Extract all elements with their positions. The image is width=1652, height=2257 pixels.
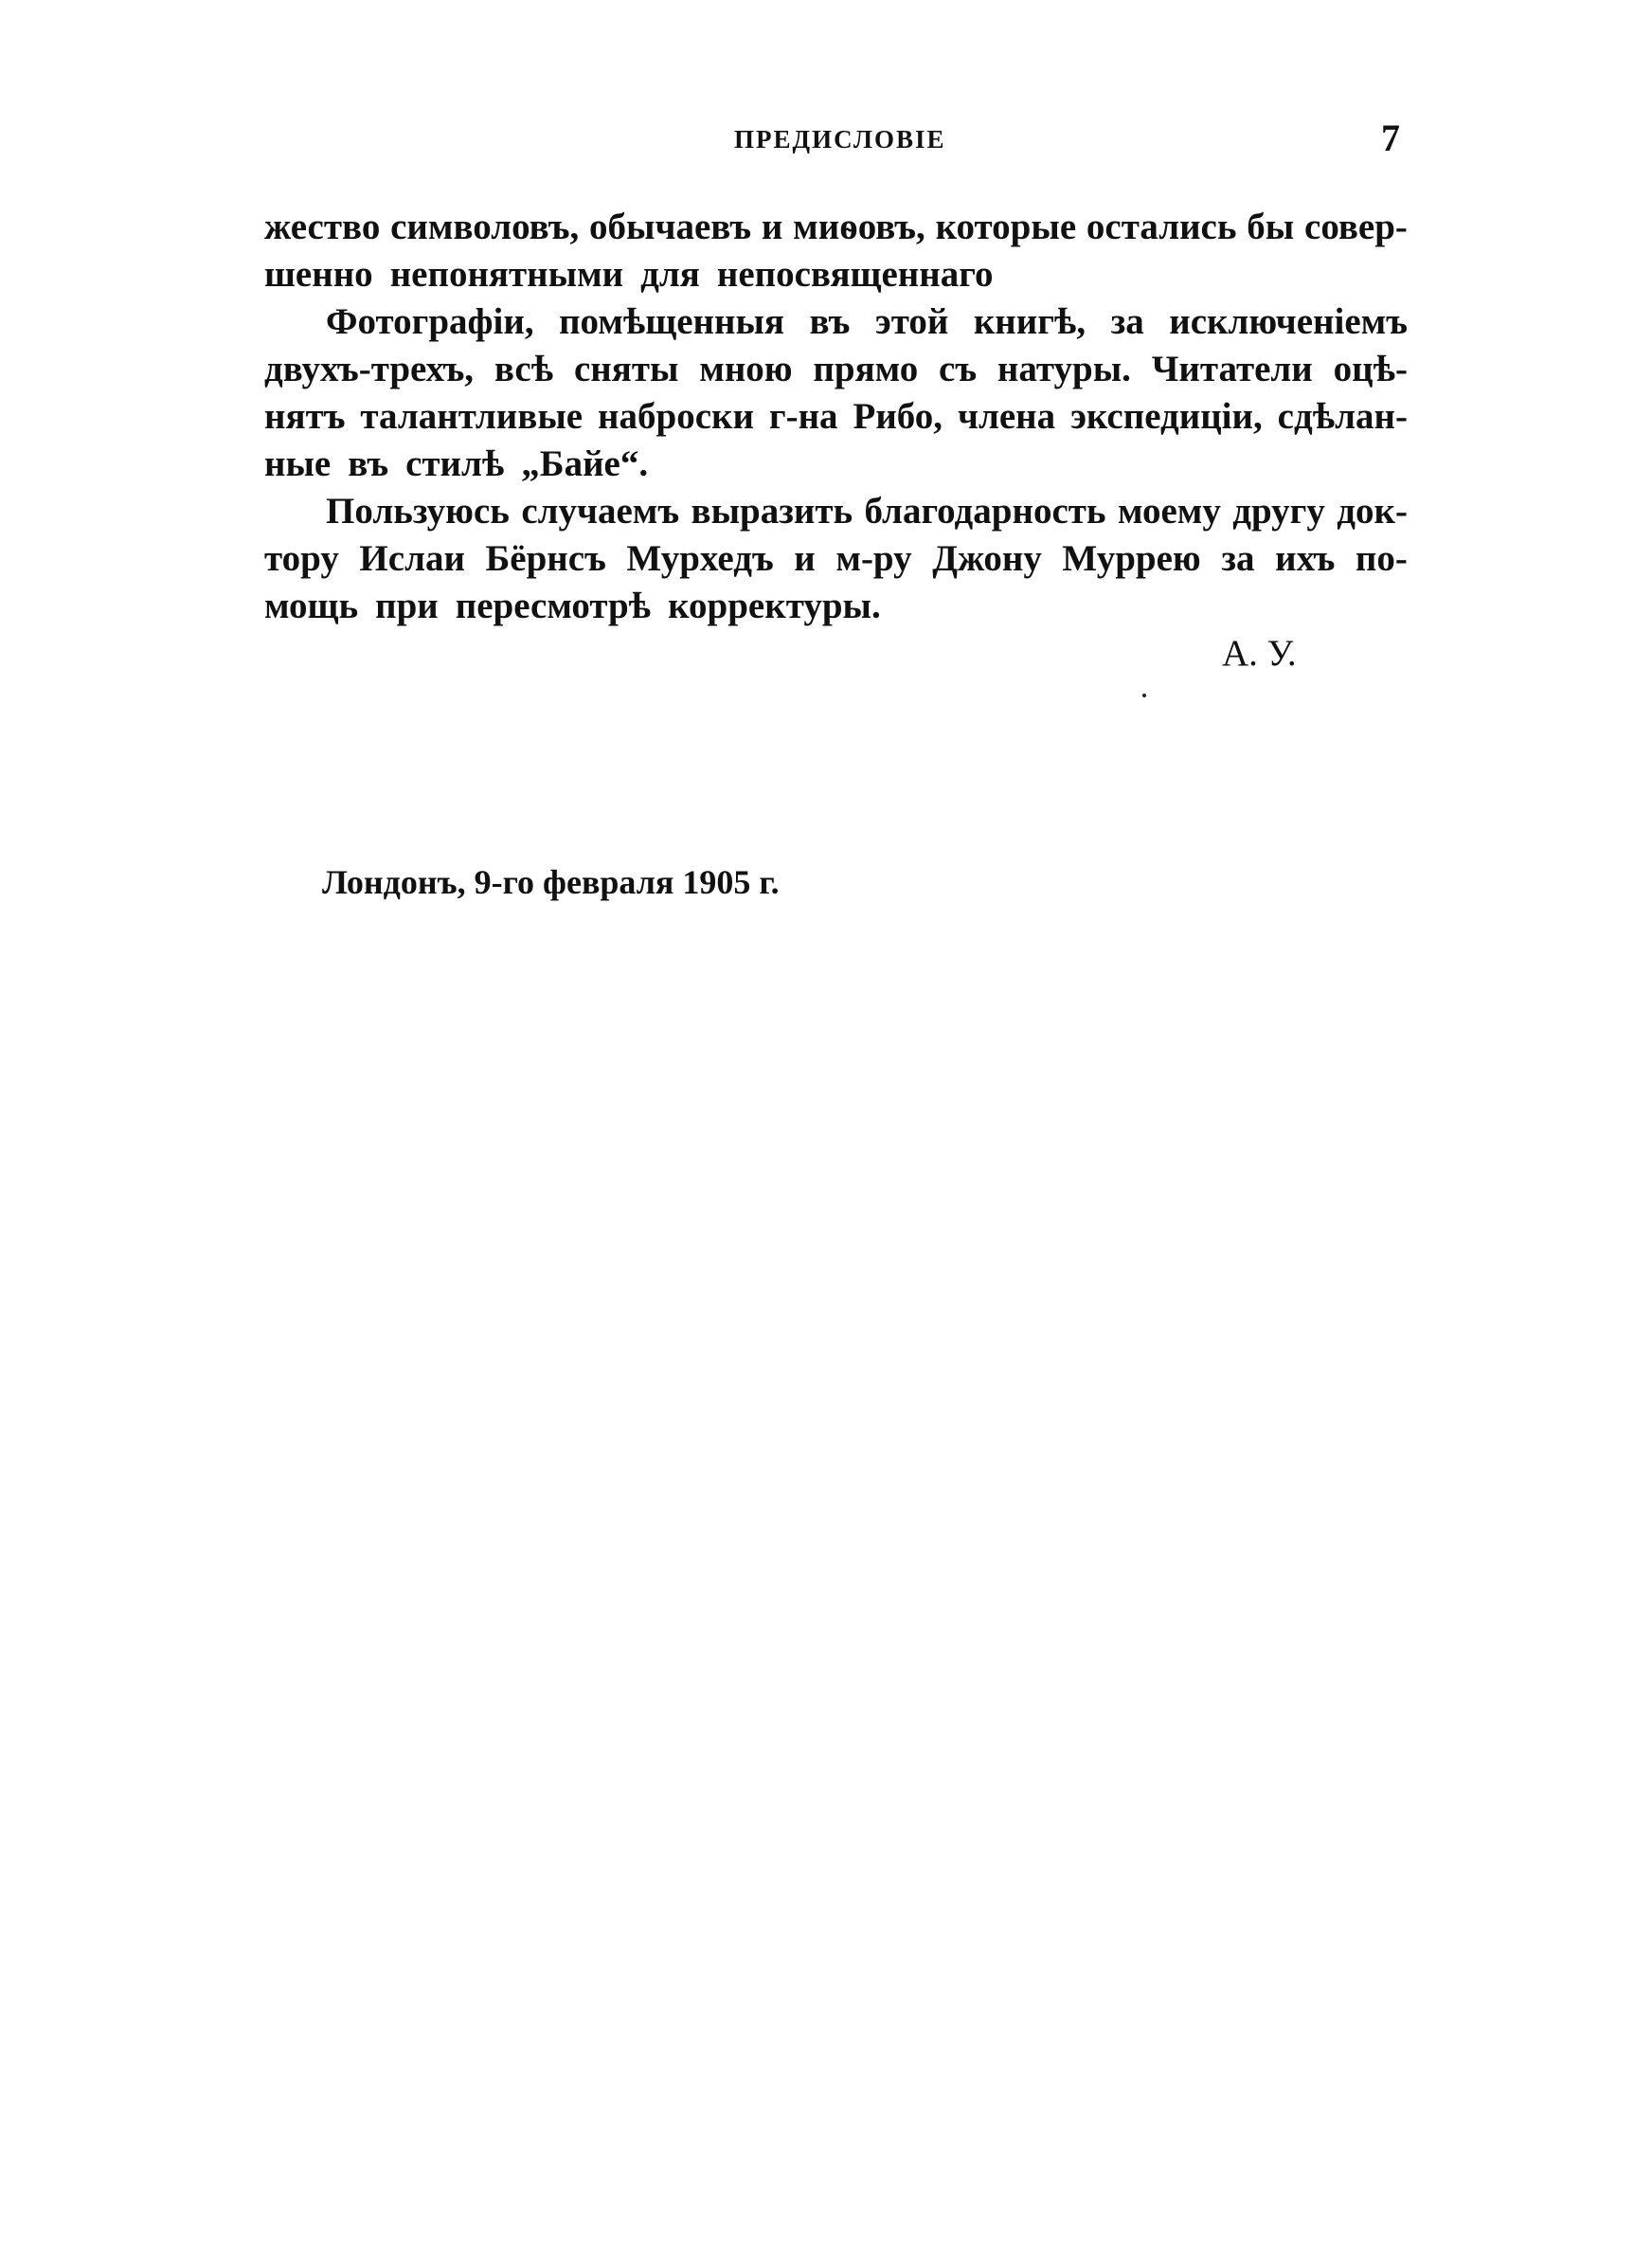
word: мною [699,349,793,389]
word: шенно [264,254,373,295]
word: за [1221,538,1255,579]
text-line [264,583,1408,630]
word: Бёрнсъ [485,538,606,579]
running-head: ПРЕДИСЛОВІЕ [734,125,946,153]
word: для [640,254,700,295]
word: сдѣлан- [1277,396,1408,437]
word: оцѣ- [1333,349,1408,389]
word: непонятными [389,254,624,295]
word: нятъ [264,396,346,437]
word: символовъ, [390,207,580,247]
word: док- [1337,491,1408,532]
word: по- [1355,538,1408,579]
author-initials: А. У. [1222,633,1297,674]
word: въ [809,301,851,342]
word: книгѣ, [973,301,1086,342]
word: моему [1117,491,1221,532]
text-line [264,393,1408,441]
ink-speck [1142,694,1146,697]
word: и [761,207,783,247]
word: ные [264,443,332,484]
word: Пользуюсь [326,491,510,532]
word: Рибо, [853,396,943,437]
text-line [264,441,1408,488]
word: прямо [813,349,919,389]
word: благодарность [864,491,1106,532]
text-line [264,346,1408,393]
word: члена [957,396,1056,437]
text-line [264,298,1408,346]
word: талантливые [360,396,584,437]
word: мощь [264,586,359,626]
page-number: 7 [1381,117,1400,159]
word: наброски [598,396,754,437]
word: двухъ-трехъ, [264,349,475,389]
text-line [264,204,1408,251]
word: за [1110,301,1144,342]
text-line [264,535,1408,583]
word: жество [264,207,381,247]
word: непосвященнаго [716,254,994,295]
word: выразить [691,491,853,532]
word: ихъ [1275,538,1336,579]
word: при [375,586,439,626]
word: бы [1247,207,1295,247]
word: г-на [768,396,838,437]
word: натуры. [997,349,1131,389]
word: другу [1232,491,1325,532]
word: этой [874,301,949,342]
preface-text [264,204,1408,630]
word: Джону [932,538,1042,579]
word: остались [1086,207,1237,247]
word: и [794,538,816,579]
place-and-date: Лондонъ, 9-го февраля 1905 г. [322,863,780,901]
word: случаемъ [521,491,680,532]
word: Фотографіи, [326,301,534,342]
word: всѣ [494,349,554,389]
word: помѣщенныя [559,301,785,342]
word: въ [348,443,389,484]
word: тору [264,538,339,579]
word: съ [939,349,978,389]
word: которые [935,207,1077,247]
word: корректуры. [668,586,881,626]
word: сняты [573,349,679,389]
word: Читатели [1151,349,1313,389]
word: обычаевъ [589,207,752,247]
word: Мурхедъ [626,538,774,579]
word: исключеніемъ [1169,301,1408,342]
word: совер- [1304,207,1408,247]
word: Муррею [1062,538,1201,579]
word: миѳовъ, [793,207,925,247]
text-line [264,488,1408,535]
word: экспедиціи, [1070,396,1263,437]
text-line [264,251,1408,298]
word: м-ру [835,538,912,579]
word: Ислаи [359,538,465,579]
word: стилѣ [405,443,505,484]
word: „Байе“. [521,443,649,484]
word: пересмотрѣ [455,586,652,626]
